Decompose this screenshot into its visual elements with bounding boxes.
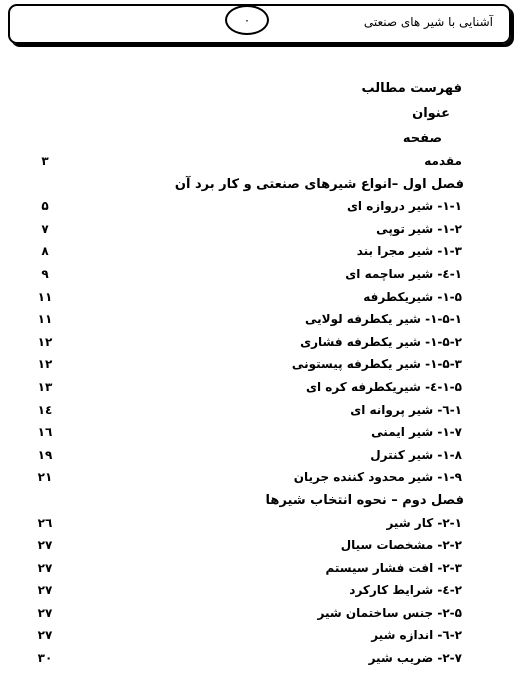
toc-entry-page: ۷: [41, 221, 49, 236]
toc-row: [0, 377, 522, 400]
toc-entry-page: ۱٦: [37, 425, 53, 440]
toc-row: [0, 625, 522, 648]
toc-entry-title: ۲-۳- افت فشار سیستم: [325, 560, 462, 575]
toc-entry-page: ۲۱: [37, 470, 53, 485]
toc-entry-page: ۲۷: [37, 628, 53, 643]
toc-row: [0, 287, 522, 310]
toc-row: [0, 558, 522, 581]
toc-row: [0, 603, 522, 626]
toc-entry-title: ۲-۵- جنس ساختمان شیر: [317, 605, 462, 620]
toc-entry-page: ۲۷: [37, 605, 53, 620]
toc-row: [0, 513, 522, 536]
toc-entry-title: فصل اول –انواع شیرهای صنعتی و کار برد آن: [174, 176, 464, 192]
toc-entry-title: ۱-۵-۱- شیر یکطرفه لولایی: [305, 312, 462, 327]
toc-row: [0, 535, 522, 558]
toc-entry-title: ۱-۱- شیر دروازه ای: [346, 199, 462, 214]
toc-entry-title: ۱-۵-۲- شیر یکطرفه فشاری: [300, 334, 462, 349]
toc-entry-title: ۲-۱- کار شیر: [386, 515, 462, 530]
toc-entry-page: ۱۹: [37, 447, 53, 462]
toc-entry-title: ۲-۲- مشخصات سیال: [340, 538, 462, 553]
column-title-label: عنوان: [412, 106, 450, 121]
toc-row: [0, 151, 522, 174]
toc-entry-page: ۱۱: [37, 312, 53, 327]
toc-entry-page: ۲۷: [37, 560, 53, 575]
toc-entry-page: ۲۷: [37, 538, 53, 553]
toc-row: [0, 580, 522, 603]
page-header: [8, 4, 511, 44]
toc-row: [0, 467, 522, 490]
toc-entry-title: ۱-۷- شیر ایمنی: [371, 425, 462, 440]
toc-entry-title: ۱-۸- شیر کنترل: [370, 447, 462, 462]
toc-row: [0, 219, 522, 242]
toc-entry-page: ۱٤: [37, 402, 53, 417]
toc-row: [0, 648, 522, 671]
toc-entry-page: ۳۰: [37, 651, 53, 666]
toc-row: [0, 422, 522, 445]
column-page-label: صفحه: [402, 131, 442, 146]
toc-row: [0, 400, 522, 423]
toc-entry-page: ۱۳: [37, 379, 53, 394]
toc-entry-title: ۱-۳- شیر مجرا بند: [356, 244, 462, 259]
toc-entry-title: ۱-٦- شیر پروانه ای: [350, 402, 462, 417]
toc-entry-page: ۵: [41, 199, 49, 214]
toc-row: [0, 445, 522, 468]
toc-entry-title: ۱-۹- شیر محدود کننده جریان: [293, 470, 462, 485]
toc-row: [0, 354, 522, 377]
toc-entry-page: ۲۷: [37, 583, 53, 598]
toc-entry-title: فصل دوم – نحوه انتخاب شیرها: [265, 492, 464, 508]
toc-entry-page: ۲٦: [37, 515, 53, 530]
toc-row: [0, 332, 522, 355]
toc-chapter-row: [0, 490, 522, 513]
toc-chapter-row: [0, 174, 522, 197]
toc-row: [0, 241, 522, 264]
toc-entry-title: ۱-۵-۳- شیر یکطرفه پیستونی: [291, 357, 462, 372]
table-of-contents: [0, 151, 522, 671]
toc-row: [0, 264, 522, 287]
toc-entry-title: ۱-٤- شیر ساچمه ای: [345, 266, 462, 281]
toc-entry-page: ۱۱: [37, 289, 53, 304]
header-title: آشنایی با شیر های صنعتی: [363, 15, 493, 29]
toc-entry-page: ۳: [41, 154, 49, 168]
toc-row: [0, 196, 522, 219]
toc-entry-title: ۱-۵- شیریکطرفه: [363, 289, 462, 304]
toc-entry-title: ۱-۲- شیر توپی: [376, 221, 462, 236]
toc-entry-page: ۸: [41, 244, 49, 259]
toc-entry-title: مقدمه: [424, 154, 462, 168]
toc-title: فهرست مطالب: [361, 81, 462, 96]
toc-entry-page: ۱۲: [37, 334, 53, 349]
toc-entry-title: ۲-۷- ضریب شیر: [368, 651, 462, 666]
toc-entry-title: ۲-٤- شرایط کارکرد: [349, 583, 462, 598]
toc-entry-title: ۲-٦- اندازه شیر: [371, 628, 462, 643]
page-number-badge: ۰: [225, 5, 269, 35]
toc-row: [0, 309, 522, 332]
toc-entry-page: ۱۲: [37, 357, 53, 372]
toc-entry-title: ۱-۵-٤- شیریکطرفه کره ای: [305, 379, 462, 394]
toc-entry-page: ۹: [41, 266, 49, 281]
